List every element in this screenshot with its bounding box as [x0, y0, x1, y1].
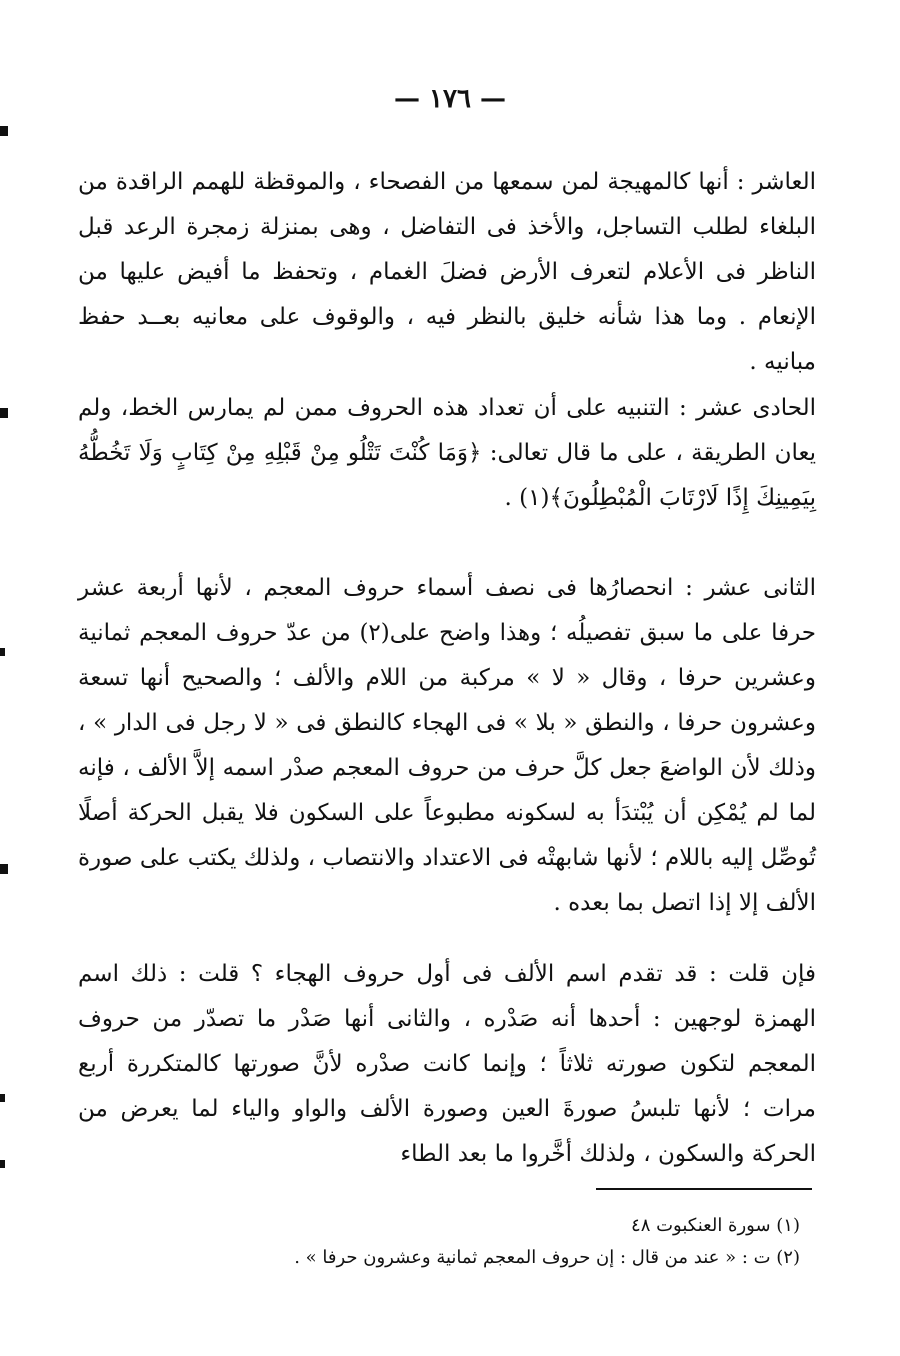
page-number: — ١٧٦ — — [393, 84, 507, 114]
footnote-1: (١) سورة العنكبوت ٤٨ — [631, 1215, 800, 1236]
scan-mark — [0, 1160, 5, 1168]
scan-mark — [0, 864, 8, 874]
paragraph-4: فإن قلت : قد تقدم اسم الألف فى أول حروف الهجاء ؟ قلت : ذلك اسم الهمزة لوجهين : أحدها أنه صَدْره ، والثانى أنها صَدْر ما تصدّر من حروف المعجم لتكون صورته ثلاثاً ؛ وإنما كانت صدْره لأنَّ صورتها كالمتكررة أربع مرات ؛ لأنها تلبسُ صورةَ العين وصورة الألف والواو والياء لما يعرض من الحركة والسكون ، ولذلك أخَّروا ما بعد الطاء — [78, 961, 816, 1167]
footnotes — [120, 1210, 800, 1274]
scan-mark — [0, 126, 8, 136]
paragraph-3: الثانى عشر : انحصارُها فى نصف أسماء حروف المعجم ، لأنها أربعة عشر حرفا على ما سبق تفصيلُه ؛ وهذا واضح على(٢) من عدّ حروف المعجم ثمانية وعشرين حرفا ، وقال « لا » مركبة من اللام والألف ؛ والصحيح أنها تسعة وعشرون حرفا ، والنطق « بلا » فى الهجاء كالنطق فى « لا رجل فى الدار » ، وذلك لأن الواضعَ جعل كلَّ حرف من حروف المعجم صدْر اسمه إلاَّ الألف ، فإنه لما لم يُمْكِن أن يُبْتدَأ به لسكونه مطبوعاً على السكون فلا يقبل الحركة أصلًا تُوصِّل إليه باللام ؛ لأنها شابهتْه فى الاعتداد والانتصاب ، ولذلك يكتب على صورة الألف إلا إذا اتصل بما بعده . — [78, 575, 816, 916]
scan-mark — [0, 1094, 5, 1102]
scan-mark — [0, 648, 5, 656]
paragraph-1: العاشر : أنها كالمهيجة لمن سمعها من الفصحاء ، والموقظة للهمم الراقدة من البلغاء لطلب التساجل، والأخذ فى التفاضل ، وهى بمنزلة زمجرة الرعد قبل الناظر فى الأعلام لتعرف الأرض فضلَ الغمام ، وتحفظ ما أفيض عليها من الإنعام . وما هذا شأنه خليق بالنظر فيه ، والوقوف على معانيه بعــد حفظ مبانيه . — [78, 169, 816, 375]
paragraph-2: الحادى عشر : التنبيه على أن تعداد هذه الحروف ممن لم يمارس الخط، ولم يعان الطريقة ، على ما قال تعالى: ﴿وَمَا كُنْتَ تَتْلُو مِنْ قَبْلِهِ مِنْ كِتَابٍ وَلَا تَخُطُّهُ بِيَمِينِكَ إِذًا لَارْتَابَ الْمُبْطِلُونَ﴾(١) . — [78, 395, 816, 511]
footnote-2: (٢) ت : « عند من قال : إن حروف المعجم ثمانية وعشرون حرفا » . — [294, 1247, 800, 1268]
footnote-divider — [596, 1188, 812, 1190]
scan-mark — [0, 408, 8, 418]
